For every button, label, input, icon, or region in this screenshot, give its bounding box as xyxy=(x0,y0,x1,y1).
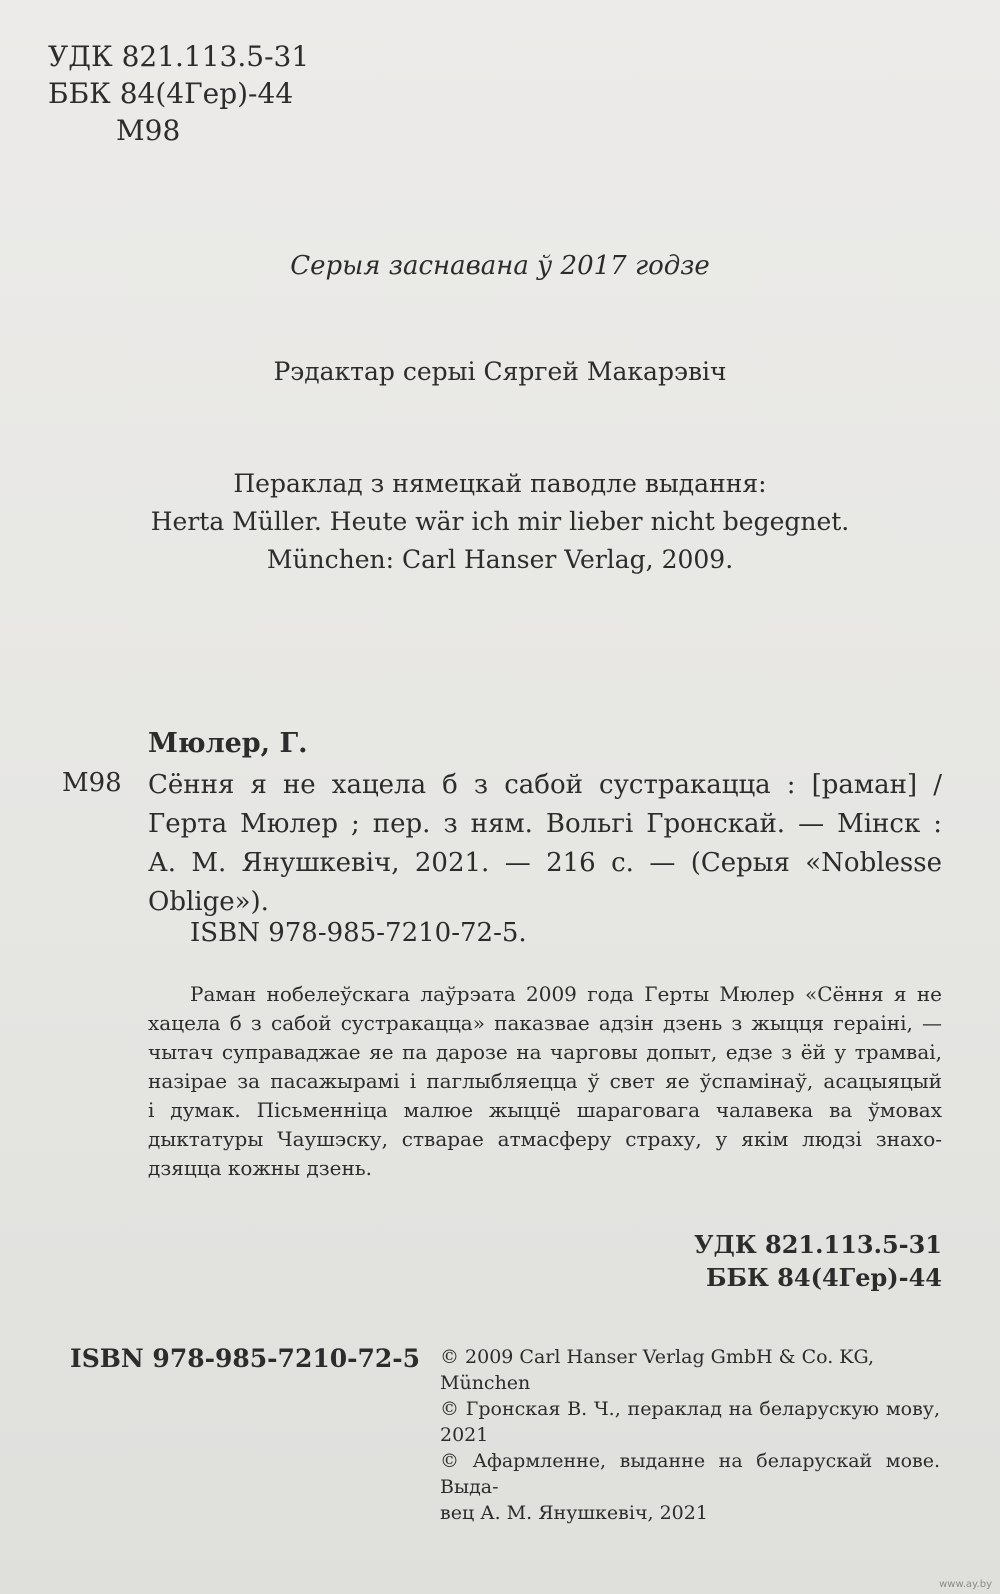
record-isbn: ISBN 978-985-7210-72-5. xyxy=(190,918,527,948)
annotation-line: Раман нобелеўскага лаўрэата 2009 года Герты Мюлер «Сёння я не xyxy=(190,982,942,1006)
record-line: А. М. Янушкевіч, 2021. — 216 с. — (Серыя «Noblesse xyxy=(148,848,942,878)
isbn-main: ISBN 978-985-7210-72-5 xyxy=(70,1344,421,1373)
classification-codes-bottom xyxy=(694,1228,942,1294)
bbk-code: ББК 84(4Гер)-44 xyxy=(706,1263,942,1292)
udk-code: УДК 821.113.5-31 xyxy=(48,40,310,73)
series-founded-note: Серыя заснавана ў 2017 годзе xyxy=(290,251,710,281)
udk-code: УДК 821.113.5-31 xyxy=(694,1230,942,1259)
annotation xyxy=(148,980,942,1183)
annotation-line: дзяцца кожны дзень. xyxy=(148,1156,373,1180)
copyright-line: © Гронская В. Ч., пераклад на беларускую мову, xyxy=(440,1398,940,1420)
record-line: Oblige»). xyxy=(148,887,269,917)
author-mark: М98 xyxy=(116,114,181,147)
translation-note-line: Пераклад з нямецкай паводле выдання: xyxy=(233,469,767,498)
annotation-line: чытач суправаджае яе па дарозе на чарговы допыт, едзе з ёй у трамваі, xyxy=(148,1040,942,1064)
copyright-line: © Афармленне, выданне на беларускай мове. Выда- xyxy=(440,1450,940,1498)
bbk-code: ББК 84(4Гер)-44 xyxy=(48,77,294,110)
record-line: Сёння я не хацела б з сабой сустракацца : [раман] / xyxy=(148,770,942,800)
translation-note xyxy=(0,465,1000,579)
record-author-mark: М98 xyxy=(62,768,122,798)
record-line: Герта Мюлер ; пер. з ням. Вольгі Гронскай. — Мінск : xyxy=(148,809,942,839)
copyright-line: 2021 xyxy=(440,1424,489,1446)
classification-codes-top xyxy=(48,38,309,149)
copyright-line: вец А. М. Янушкевіч, 2021 xyxy=(440,1502,708,1524)
copyright-line: © 2009 Carl Hanser Verlag GmbH & Co. KG, München xyxy=(440,1346,875,1394)
series-editor: Рэдактар серыі Сяргей Макарэвіч xyxy=(273,357,727,386)
copyright-block xyxy=(440,1344,940,1526)
original-publisher-line: München: Carl Hanser Verlag, 2009. xyxy=(266,545,734,574)
annotation-line: назірае за пасажырамі і паглыбляецца ў свет яе ўспамінаў, асацыяцый xyxy=(148,1069,942,1093)
annotation-line: хацела б з сабой сустракацца» паказвае адзін дзень з жыцця гераіні, — xyxy=(148,1011,942,1035)
annotation-line: дыктатуры Чаушэску, стварае атмасферу страху, у якім людзі знахо- xyxy=(148,1127,942,1151)
record-author: Мюлер, Г. xyxy=(148,728,308,759)
bibliographic-record xyxy=(148,766,942,922)
annotation-line: і думак. Пісьменніца малюе жыццё шараговага чалавека ва ўмовах xyxy=(148,1098,942,1122)
site-watermark: www.ay.by xyxy=(939,1579,992,1590)
original-title-line: Herta Müller. Heute wär ich mir lieber nicht begegnet. xyxy=(150,507,850,536)
